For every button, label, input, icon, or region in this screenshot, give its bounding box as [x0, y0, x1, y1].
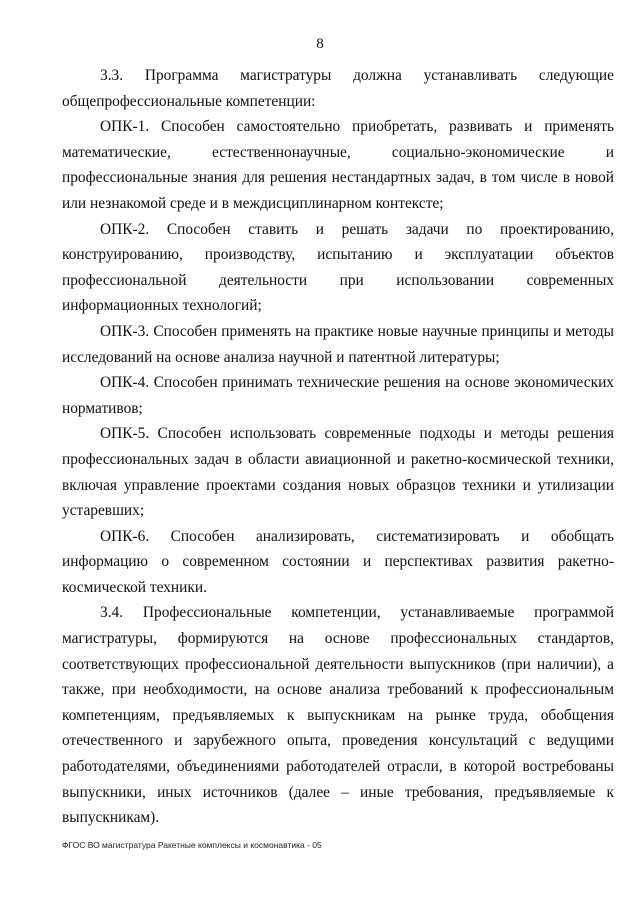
- paragraph-opk-4: ОПК-4. Способен принимать технические решения на основе экономических нормативов;: [62, 374, 614, 417]
- paragraph-opk-6: ОПК-6. Способен анализировать, систематизировать и обобщать информацию о современном состоянии и перспективах развития ракетно-космической техники.: [62, 527, 614, 596]
- paragraph-opk-1: ОПК-1. Способен самостоятельно приобретать, развивать и применять математические, естественнонаучные, социально-экономические и профессиональные знания для решения нестандартных задач, в том числе в новой или незнакомой среде и в междисциплинарном контексте;: [62, 118, 614, 212]
- paragraph-opk-2: ОПК-2. Способен ставить и решать задачи по проектированию, конструированию, производству, испытанию и эксплуатации объектов профессиональной деятельности при использовании современных информационных технологий;: [62, 220, 614, 315]
- page-number: 8: [316, 36, 324, 52]
- page-footer: ФГОС ВО магистратура Ракетные комплексы и космонавтика - 05: [62, 840, 322, 850]
- paragraph-opk-3: ОПК-3. Способен применять на практике новые научные принципы и методы исследований на основе анализа научной и патентной литературы;: [62, 322, 614, 366]
- paragraph-3-4: 3.4. Профессиональные компетенции, устанавливаемые программой магистратуры, формируются на основе профессиональных стандартов, соответствующих профессиональной деятельности выпускников (при наличии), а также, при необходимости, на основе анализа требований к профессиональным компетенциям, предъявляемых к выпускникам на рынке труда, обобщения отечественного и зарубежного опыта, проведения консультаций с ведущими работодателями, объединениями работодателей отрасли, в которой востребованы выпускники, иных источников (далее – иные требования, предъявляемые к выпускникам).: [62, 604, 614, 827]
- paragraph-opk-5: ОПК-5. Способен использовать современные подходы и методы решения профессиональных задач в области авиационной и ракетно-космической техники, включая управление проектами создания новых образцов техники и утилизации устаревших;: [62, 425, 614, 520]
- paragraph-3-3: 3.3. Программа магистратуры должна устанавливать следующие общепрофессиональные компетенции:: [62, 67, 614, 110]
- document-body: [62, 63, 614, 831]
